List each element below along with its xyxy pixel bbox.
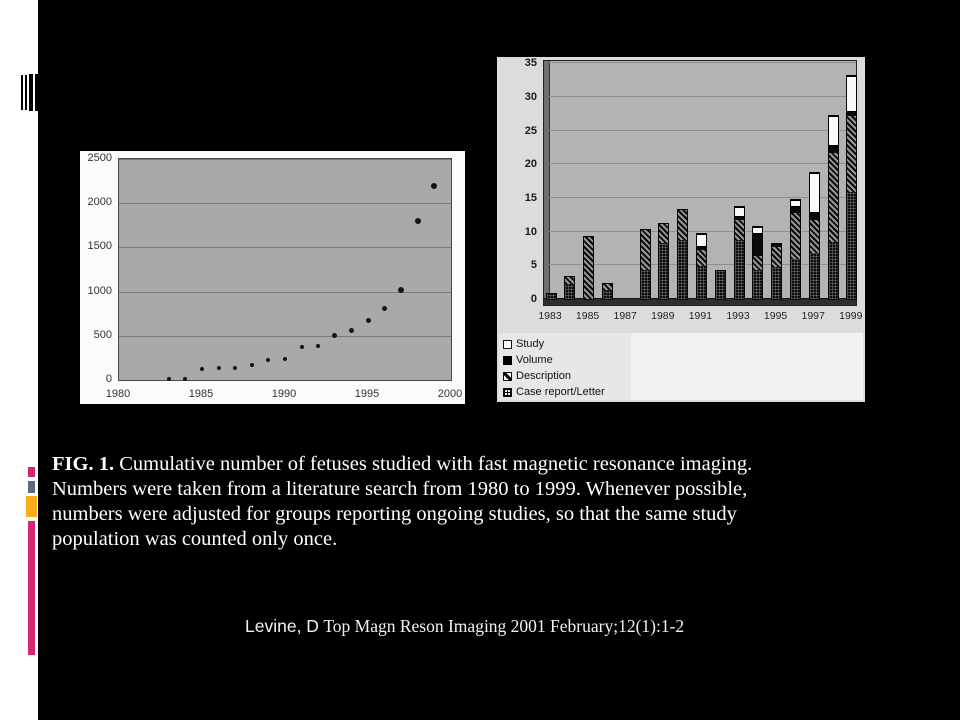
x-tick-label: 1983 [538,310,562,322]
gridline [119,247,451,248]
stacked-bar [658,223,669,300]
bar-segment-description [810,220,819,253]
stacked-bar [809,172,820,300]
bar-segment-study [847,76,856,113]
y-tick-label: 35 [524,57,537,70]
x-tick-label: 1995 [354,388,380,400]
bar-segment-study [829,116,838,146]
x-tick-label: 1990 [271,388,297,400]
bar-segment-volume [810,213,819,220]
axis-wall-3d [544,61,550,305]
scatter-chart-figure [80,151,465,404]
x-tick-label: 1989 [651,310,675,322]
volume-legend-icon [503,356,512,365]
y-tick-label: 500 [93,328,112,341]
x-tick-label: 1980 [105,388,131,400]
caption-line: Numbers were taken from a literature search from 1980 to 1999. Whenever possible, [52,478,748,500]
legend-label: Study [516,338,545,350]
bar-segment-case [697,266,706,299]
data-point [167,377,171,381]
caption-fig-label: FIG. 1. [52,453,115,475]
stacked-bar [677,209,688,300]
gridline [119,159,451,160]
scatter-plot-area [118,158,452,381]
data-point [366,318,371,323]
barcode-stripe [25,75,27,110]
bar-segment-study [791,200,800,207]
y-tick-label: 30 [524,91,537,104]
figure-caption [52,452,772,552]
bar-segment-case [659,243,668,299]
slide-sidebar [0,0,38,720]
x-tick-label: 1995 [763,310,788,322]
data-point [415,218,421,224]
bar-segment-case [716,271,725,299]
bar-segment-study [753,227,762,234]
bar-segment-case [791,259,800,299]
barcode-stripe [29,74,33,111]
stacked-bar [790,199,801,300]
bar-segment-description [735,220,744,240]
bar-segment-case [810,253,819,299]
stacked-bar [715,270,726,300]
bar-segment-description [584,237,593,299]
stacked-bar [546,293,557,300]
data-point [183,377,187,381]
accent-square-amber [26,496,37,517]
y-tick-label: 25 [524,124,537,137]
x-tick-label: 1993 [726,310,750,322]
citation [245,616,684,637]
data-point [233,366,237,370]
x-tick-label: 1985 [575,310,600,322]
legend-background [631,333,863,400]
stacked-bar [846,75,857,300]
chart-legend [499,333,631,400]
x-tick-label: 1999 [839,310,863,322]
x-tick-label: 1991 [688,310,713,322]
case-legend-icon [503,388,512,397]
accent-bar-magenta [28,521,35,655]
stacked-bar [602,283,613,300]
bar-segment-description [791,213,800,259]
x-tick-label: 1985 [188,388,214,400]
citation-source: Top Magn Reson Imaging 2001 February;12(1):1-2 [323,616,685,636]
data-point [332,333,337,338]
y-tick-label: 0 [105,373,112,385]
bar-segment-case [829,242,838,299]
bar-segment-description [678,210,687,240]
data-point [283,357,287,361]
bar-segment-description [753,256,762,269]
barcode-stripe [21,75,23,110]
legend-label: Case report/Letter [516,386,605,398]
y-tick-label: 1500 [87,240,112,253]
y-tick-label: 20 [524,158,537,171]
data-point [266,358,270,362]
stacked-bar [583,236,594,300]
bar-segment-volume [829,146,838,153]
accent-square-magenta [28,467,35,477]
bar-segment-description [829,153,838,243]
gridline [549,163,856,164]
y-tick-label: 0 [530,293,537,305]
gridline [119,336,451,337]
data-point [349,328,354,333]
gridline [119,203,451,204]
data-point [217,366,221,370]
stacked-bar [734,206,745,300]
bar-segment-description [697,250,706,266]
study-legend-icon [503,340,512,349]
data-point [200,367,204,371]
bar-segment-case [565,284,574,299]
accent-square-slate [28,481,35,493]
bar-segment-case [603,290,612,299]
x-tick-label: 2000 [437,388,463,400]
legend-label: Volume [516,354,553,366]
caption-line: numbers were adjusted for groups reporting ongoing studies, so that the same study [52,503,737,525]
bar-segment-case [735,240,744,299]
caption-line: population was counted only once. [52,528,338,550]
bar-segment-study [735,207,744,217]
bar-segment-study [697,234,706,247]
y-tick-label: 15 [524,192,537,205]
data-point [316,344,320,348]
stacked-bar [696,233,707,300]
caption-line: FIG. 1. Cumulative number of fetuses studied with fast magnetic resonance imaging. [52,453,753,475]
stacked-bar [640,229,651,300]
bar-segment-description [659,224,668,244]
legend-entry [503,384,631,400]
bar-plot-area [543,60,857,306]
legend-entry [503,336,631,352]
citation-author: Levine, D [245,616,319,636]
stacked-bar [828,115,839,300]
y-tick-label: 5 [530,259,537,272]
gridline [549,62,856,63]
data-point [300,345,304,349]
y-tick-label: 2500 [87,152,112,164]
bar-segment-description [772,247,781,266]
data-point [431,183,437,189]
legend-label: Description [516,370,572,382]
x-tick-label: 1987 [613,310,637,322]
bar-segment-case [772,267,781,299]
stacked-bar [771,243,782,300]
y-tick-label: 2000 [87,196,112,209]
data-point [398,287,404,293]
gridline [549,96,856,97]
legend-entry [503,368,631,384]
x-tick-label: 1997 [801,310,825,322]
bar-segment-case [847,192,856,299]
legend-entry [503,352,631,368]
barcode-stripe [35,74,39,111]
y-tick-label: 10 [524,225,537,238]
bar-segment-study [810,173,819,213]
bar-segment-case [547,294,556,299]
data-point [382,306,387,311]
description-legend-icon [503,372,512,381]
stacked-bar [564,276,575,300]
bar-segment-case [641,270,650,299]
bar-segment-description [641,230,650,269]
stacked-bar [752,226,763,300]
data-point [250,363,254,367]
gridline [549,130,856,131]
bar-chart-figure [497,57,865,402]
bar-segment-volume [753,234,762,257]
bar-segment-volume [791,207,800,214]
bar-segment-description [847,116,856,193]
bar-segment-case [678,240,687,299]
bar-segment-case [753,270,762,299]
y-tick-label: 1000 [87,284,112,297]
